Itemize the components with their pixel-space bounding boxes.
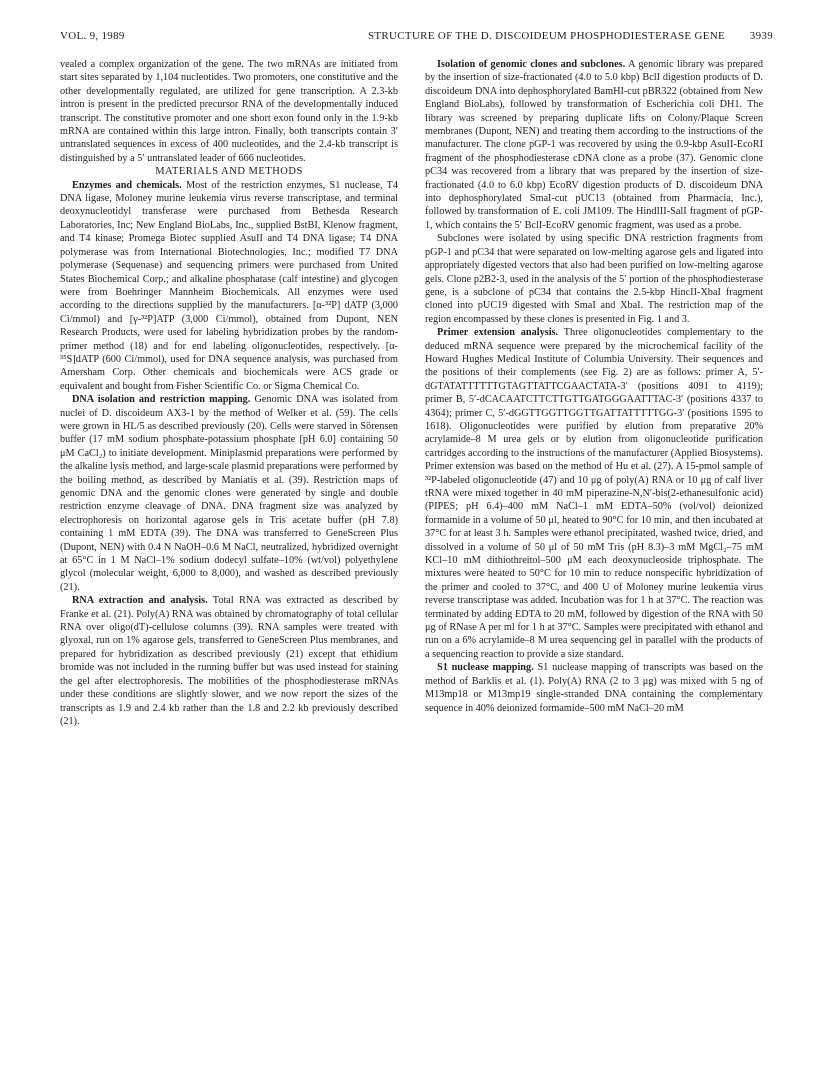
paragraph-enzymes [60,179,398,394]
paragraph-rna-body: Total RNA was extracted as described by Franke et al. (21). Poly(A) RNA was obtained by chromatography of total cellular RNA over oligo(dT)-cellulose columns (39). RNA samples were treated with glyoxal, run on 1% agarose gels, transferred to GeneScreen Plus membranes, and prepared for hybridization as described previously (21) except that ethidium bromide was not included in the running buffer but was used instead for staining the gel after electrophoresis. The mobilities of the phosphodiesterase mRNAs under these conditions are slightly slower, and we now report the sizes of the transcripts as 1.9 and 2.4 kb rather than the 1.8 and 2.2 kb previously described (21). [60,595,398,727]
right-column [425,58,763,715]
run-in-heading-enzymes: Enzymes and chemicals. [72,179,182,191]
paragraph-isolation [425,58,763,232]
running-header [60,30,773,46]
paragraph-s1-body: S1 nuclease mapping of transcripts was based on the method of Barklis et al. (1). Poly(A) RNA (2 to 3 μg) was mixed with 5 ng of M13mp18 or M13mp19 single-stranded DNA containing the complementary sequence in 40% deionized formamide–500 mM NaCl–20 mM [425,662,763,714]
paragraph-rna-extraction [60,594,398,728]
left-column [60,58,398,728]
run-in-heading-rna: RNA extraction and analysis. [72,595,208,607]
section-heading-materials-methods: MATERIALS AND METHODS [155,166,303,178]
page-number: 3939 [749,30,773,42]
run-in-heading-s1: S1 nuclease mapping. [437,662,534,674]
intro-paragraph: vealed a complex organization of the gene. The two mRNAs are initiated from start sites separated by 1,104 nucleotides. Two promoters, one constitutive and the other developmentally regulated, are utilized for gene transcription. A 2.3-kb intron is present in the predicted precursor RNA of the developmentally induced transcript. The constitutive promoter and one short exon found only in the 1.9-kb mRNA are contained within this large intron. Finally, both transcripts contain 3′ untranslated sequences in excess of 400 nucleotides, and the 2.4-kb transcript is distinguished by a 5′ untranslated leader of 666 nucleotides. [60,59,398,164]
paragraph-dna-body: Genomic DNA was isolated from nuclei of D. discoideum AX3-1 by the method of Welker et al. (59). The cells were grown in HL/5 as described previously (20). Cells were starved in Sörensen buffer (17 mM sodium phosphate-potassium phosphate [pH 6.0] containing 50 μM CaCl₂) to initiate development. Miniplasmid preparations were performed by the alkaline lysis method, and large-scale plasmid preparations were performed by the boiling method, as described by Maniatis et al. (39). Restriction maps of genomic DNA and the genomic clones were generated by single and double restriction enzyme cleavage of DNA. DNA fragment size was analyzed by electrophoresis on horizontal agarose gels in Tris acetate buffer (pH 7.8) containing 1 mM EDTA (39). The DNA was transferred to GeneScreen Plus (Dupont, NEN) with 0.4 N NaOH–0.6 M NaCl, neutralized, hybridized overnight at 65°C in 1 M NaCl–1% sodium dodecyl sulfate–10% (wt/vol) polyethylene glycol (molecular weight, 6,000 to 8,000), and washed as described previously (21). [60,394,398,593]
paragraph-isolation-body: A genomic library was prepared by the insertion of size-fractionated (4.0 to 5.0 kbp) BclI digestion products of D. discoideum DNA into dephosphorylated BamHI-cut pBR322 (obtained from New England BioLabs), followed by transformation of Escherichia coli DH1. The library was screened by preparing duplicate lifts on Colony/Plaque Screen membranes (Dupont, NEN) and treating them according to the instructions of the manufacturer. The clone pGP-1 was recovered by using the 0.9-kbp AsuII-EcoRI fragment of the phosphodiesterase cDNA clone as a probe (37). Genomic clone pC34 was recovered from a library that was prepared by the insertion of size-fractionated (4.0 to 6.0 kbp) EcoRV digestion products of D. discoideum DNA into dephosphorylated SmaI-cut pUC13 (obtained from Pharmacia, Inc.), followed by transformation of E. coli JM109. The HindIII-SalI fragment of pGP-1, which contains the 5′ BclI-EcoRV genomic fragment, was used as a probe. [425,59,763,231]
running-title: STRUCTURE OF THE D. DISCOIDEUM PHOSPHODIESTERASE GENE [367,30,725,42]
paragraph-enzymes-body: Most of the restriction enzymes, S1 nuclease, T4 DNA ligase, Moloney murine leukemia virus reverse transcriptase, and terminal deoxynucleotidyl transferase were purchased from Bethesda Research Laboratories, Inc; New England BioLabs, Inc., supplied BstBI, Klenow fragment, and T4 kinase; Promega Biotec supplied AsuII and T4 DNA ligase; T4 DNA polymerase was from International Biotechnologies, Inc.; modified T7 DNA polymerase (Sequenase) and sequencing primers were purchased from United States Biochemical Corp.; and alkaline phosphatase (calf intestine) and glycogen were from Boehringer Mannheim Biochemicals. All enzymes were used according to the directions supplied by the manufacturers. [α-³²P] dATP (3,000 Ci/mmol) and [γ-³²P]ATP (3,000 Ci/mmol), obtained from Dupont, NEN Research Products, were used for labeling hybridization probes by the random-primer method (18) and for end labeling oligonucleotides, respectively. [α-³⁵S]dATP (600 Ci/mmol), used for DNA sequence analysis, was purchased from Amersham Corp. Other chemicals and biochemicals were ACS grade or equivalent and bought from Fisher Scientific Co. or Sigma Chemical Co. [60,179,398,392]
run-in-heading-primer: Primer extension analysis. [437,327,559,339]
paragraph-subclones: Subclones were isolated by using specific DNA restriction fragments from pGP-1 and pC34 that were separated on low-melting agarose gels and ligated into appropriately digested vectors that also had been purified on low-melting agarose gels. Clone p2B2-3, used in the analysis of the 5′ portion of the phosphodiesterase gene, is a subclone of pC34 that contains the 2.5-kbp HincII-XbaI fragment cloned into pUC19 digested with SmaI and XbaI. The restriction map of the region encompassed by these clones is presented in Fig. 1 and 3. [425,233,763,325]
volume-label: VOL. 9, 1989 [60,30,125,42]
paragraph-dna-isolation [60,393,398,594]
run-in-heading-dna: DNA isolation and restriction mapping. [72,394,251,406]
paragraph-s1-mapping [425,661,763,715]
paragraph-primer-body: Three oligonucleotides complementary to the deduced mRNA sequence were prepared by the microchemical facility of the Howard Hughes Medical Institute of Columbia University. Their sequences and the positions of their complements (see Fig. 2) are as follows: primer A, 5′-dGTATATTTTTTGTAGTTATTCGAACTATA-3′ (positions 4091 to 4119); primer B, 5′-dCACAATCTTCTTGTTGATGGGAATTTAC-3′ (positions 4337 to 4364); primer C, 5′-dGGTTGGTTGGTTGATTATTTTTGG-3′ (positions 1595 to 1618). Oligonucleotides were purified by elution from preparative 20% acrylamide–8 M urea gels or by elution from oligonucleotide purification cartridges according to the instructions of the manufacturer (Applied Biosystems). Primer extension was based on the method of Hu et al. (27). A 15-pmol sample of ³²P-labeled oligonucleotide (47) and 10 μg of poly(A) RNA or 10 μg of calf liver tRNA were mixed together in 40 mM piperazine-N,N′-bis(2-ethanesulfonic acid) (PIPES; pH 6.4)–400 mM NaCl–1 mM EDTA–50% (vol/vol) deionized formamide in a volume of 50 μl, heated to 90°C for 10 min, and then incubated at 37°C for at least 3 h. Samples were ethanol precipitated, washed twice, dried, and dissolved in a volume of 50 μl of 50 mM Tris (pH 8.3)–3 mM MgCl₂–75 mM KCl–10 mM dithiothreitol–500 μM each deoxynucleoside triphosphate. The mixtures were heated to 50°C for 10 min to reduce nonspecific hybridization of the primer and cooled to 37°C, and 400 U of Moloney murine leukemia virus reverse transcriptase was added. Incubation was for 1 h at 37°C. The reaction was terminated by adding EDTA to 20 mM, followed by digestion of the RNA with 50 μg of RNase A per ml for 1 h at 37°C. Samples were precipitated with ethanol and run on a 6% acrylamide–8 M urea sequencing gel in parallel with the products of a sequencing reaction to provide a size standard. [425,327,764,660]
paragraph-primer-extension [425,326,763,661]
run-in-heading-isolation: Isolation of genomic clones and subclones. [437,59,626,70]
